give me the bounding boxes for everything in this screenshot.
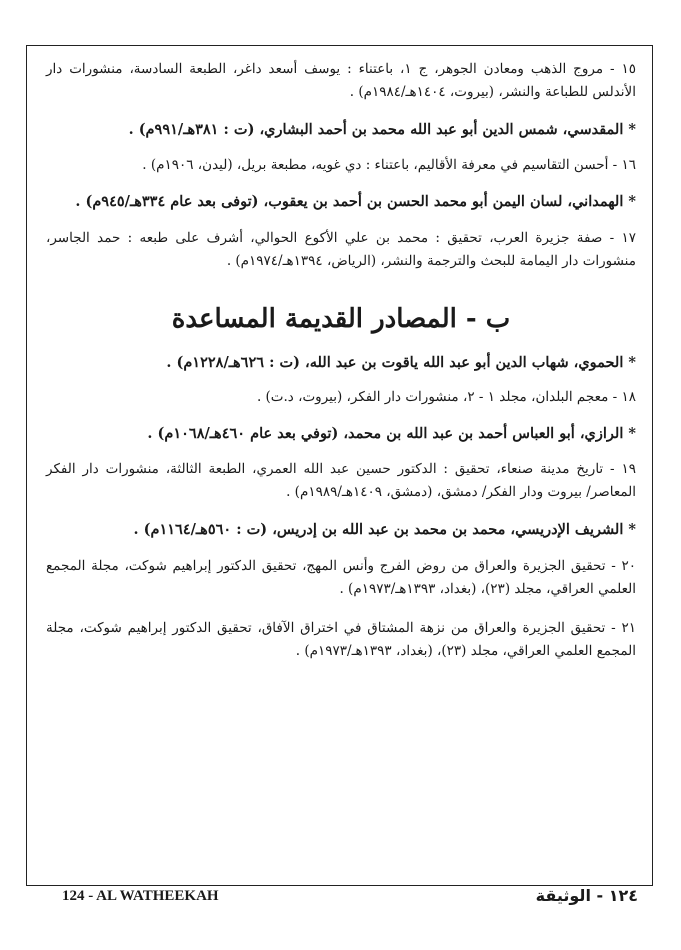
- entry-19: ١٩ - تاريخ مدينة صنعاء، تحقيق : الدكتور حسين عبد الله العمري، الطبعة الثالثة، منشورات دار الفكر المعاصر/ بيروت ودار الفكر/ دمشق، (دمشق، ١٤٠٩هـ/١٩٨٩م) .: [46, 461, 636, 500]
- entry-17: ١٧ - صفة جزيرة العرب، تحقيق : محمد بن علي الأكوع الحوالي، أشرف على طبعه : حمد الجاسر، منشورات دار اليمامة للبحث والترجمة والنشر، (الرياض، ١٣٩٤هـ/١٩٧٤م) .: [46, 230, 636, 269]
- author-hamdani: * الهمداني، لسان اليمن أبو محمد الحسن بن أحمد بن يعقوب، (توفى بعد عام ٣٣٤هـ/٩٤٥م) .: [75, 193, 636, 210]
- footer-arabic-page-label: [536, 886, 638, 905]
- bibliography-content: [46, 58, 636, 663]
- section-heading: ب - المصادر القديمة المساعدة: [171, 304, 511, 334]
- entry-16: ١٦ - أحسن التقاسيم في معرفة الأقاليم، باعتناء : دي غويه، مطبعة بريل، (ليدن، ١٩٠٦م) .: [142, 157, 636, 173]
- author-maqdisi: * المقدسي، شمس الدين أبو عبد الله محمد بن أحمد البشاري، (ت : ٣٨١هـ/٩٩١م) .: [128, 121, 636, 138]
- entry-18: ١٨ - معجم البلدان، مجلد ١ - ٢، منشورات دار الفكر، (بيروت، د.ت) .: [256, 389, 636, 405]
- author-hamawi: * الحموي، شهاب الدين أبو عبد الله ياقوت بن عبد الله، (ت : ٦٢٦هـ/١٢٢٨م) .: [166, 354, 636, 371]
- author-razi: * الرازي، أبو العباس أحمد بن عبد الله بن محمد، (توفي بعد عام ٤٦٠هـ/١٠٦٨م) .: [147, 425, 636, 442]
- entry-20: ٢٠ - تحقيق الجزيرة والعراق من روض الفرج وأنس المهج، تحقيق الدكتور إبراهيم شوكت، مجلة المجمع العلمي العراقي، مجلد (٢٣)، (بغداد، ١٣٩٣هـ/١٩٧٣م) .: [46, 558, 636, 597]
- entry-15: ١٥ - مروج الذهب ومعادن الجوهر، ج ١، باعتناء : يوسف أسعد داغر، الطبعة السادسة، منشورات دار الأندلس للطباعة والنشر، (بيروت، ١٤٠٤هـ/١٩٨٤م) .: [46, 61, 636, 100]
- footer-english-page-label: 124 - AL WATHEEKAH: [62, 888, 219, 904]
- entry-21: ٢١ - تحقيق الجزيرة والعراق من نزهة المشتاق في اختراق الآفاق، تحقيق الدكتور إبراهيم شوكت، مجلة المجمع العلمي العراقي، مجلد (٢٣)، (بغداد، ١٣٩٣هـ/١٩٧٣م) .: [46, 620, 636, 659]
- footer-arabic-text: ١٢٤ - الوثيقة: [535, 886, 638, 905]
- author-idrisi: * الشريف الإدريسي، محمد بن محمد بن عبد الله بن إدريس، (ت : ٥٦٠هـ/١١٦٤م) .: [133, 521, 636, 538]
